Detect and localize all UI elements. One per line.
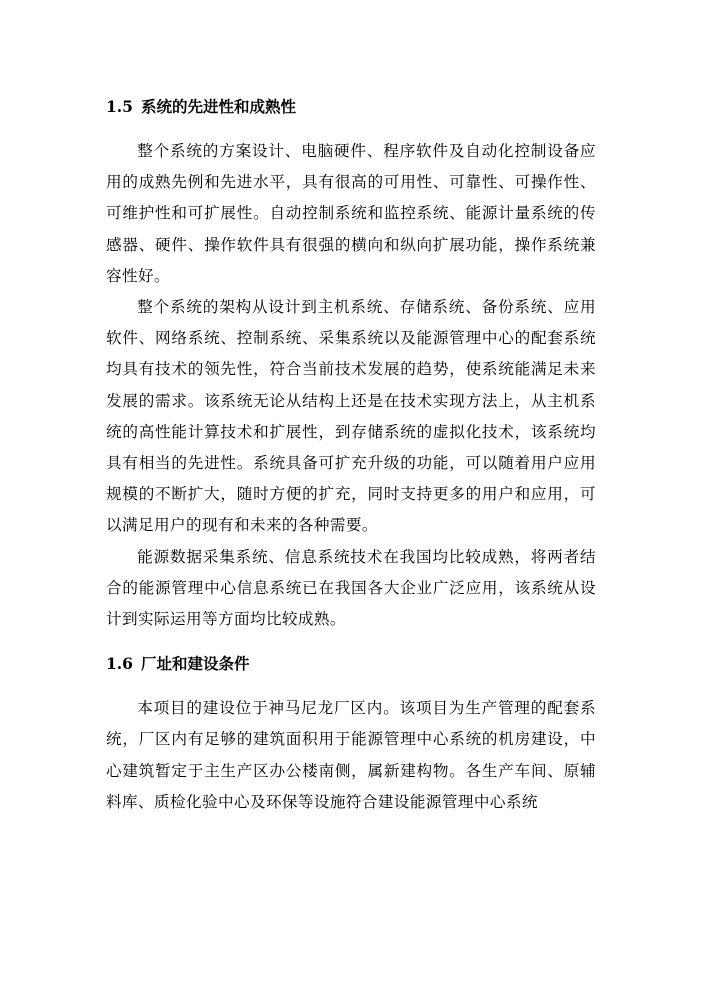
section-number: 1.5 <box>106 97 133 116</box>
document-page <box>106 94 596 818</box>
section-heading-1-6 <box>106 651 596 677</box>
paragraph: 整个系统的方案设计、电脑硬件、程序软件及自动化控制设备应用的成熟先例和先进水平，具有很高的可用性、可靠性、可操作性、可维护性和可扩展性。自动控制系统和监控系统、能源计量系统的传感器、硬件、操作软件具有很强的横向和纵向扩展功能，操作系统兼容性好。 <box>106 142 596 285</box>
section-title: 厂址和建设条件 <box>140 654 250 674</box>
paragraph: 本项目的建设位于神马尼龙厂区内。该项目为生产管理的配套系统，厂区内有足够的建筑面积用于能源管理中心系统的机房建设，中心建筑暂定于主生产区办公楼南侧，属新建构物。各生产车间、原辅料库、质检化验中心及环保等设施符合建设能源管理中心系统 <box>106 699 596 811</box>
section-heading-1-5 <box>106 94 596 120</box>
section-number: 1.6 <box>106 654 133 674</box>
paragraph: 能源数据采集系统、信息系统技术在我国均比较成熟，将两者结合的能源管理中心信息系统已在我国各大企业广泛应用，该系统从设计到实际运用等方面均比较成熟。 <box>106 547 596 629</box>
section-title: 系统的先进性和成熟性 <box>140 97 296 116</box>
paragraph: 整个系统的架构从设计到主机系统、存储系统、备份系统、应用软件、网络系统、控制系统、采集系统以及能源管理中心的配套系统均具有技术的领先性，符合当前技术发展的趋势，使系统能满足未来发展的需求。该系统无论从结构上还是在技术实现方法上，从主机系统的高性能计算技术和扩展性，到存储系统的虚拟化技术，该系统均具有相当的先进性。系统具备可扩充升级的功能，可以随着用户应用规模的不断扩大，随时方便的扩充，同时支持更多的用户和应用，可以满足用户的现有和未来的各种需要。 <box>106 298 596 535</box>
